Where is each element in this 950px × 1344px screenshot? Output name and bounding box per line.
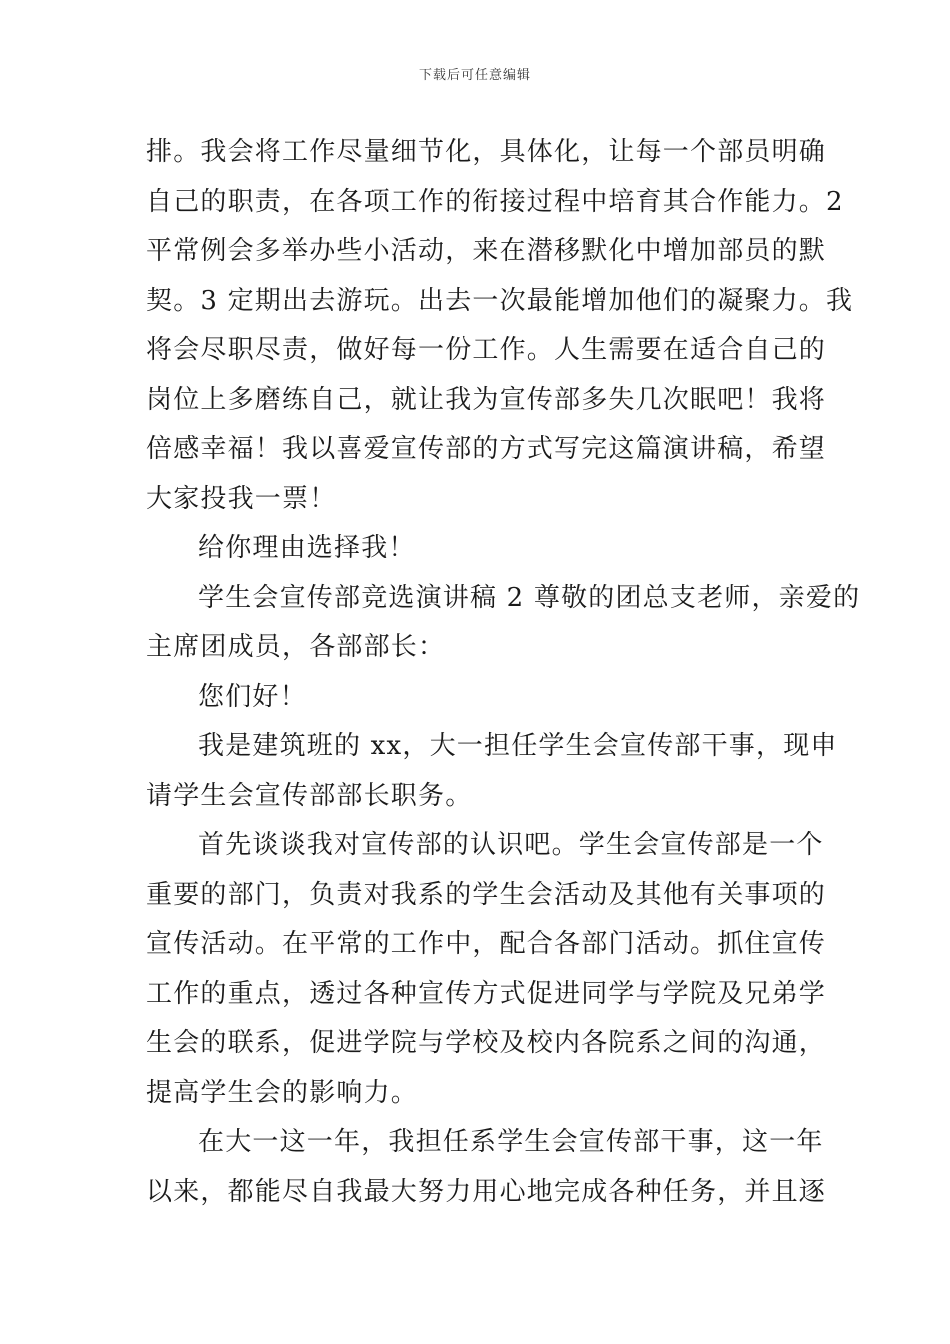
text-line: 将会尽职尽责，做好每一份工作。人生需要在适合自己的	[146, 335, 827, 365]
text-line: 我是建筑班的 xx，大一担任学生会宣传部干事，现申	[198, 731, 838, 761]
text-line: 排。我会将工作尽量细节化，具体化，让每一个部员明确	[146, 137, 827, 167]
text-line: 在大一这一年，我担任系学生会宣传部干事，这一年	[198, 1127, 824, 1157]
text-line: 工作的重点，透过各种宣传方式促进同学与学院及兄弟学	[146, 978, 827, 1009]
text-line: 重要的部门，负责对我系的学生会活动及其他有关事项的	[146, 879, 827, 910]
text-line: 给你理由选择我！	[198, 533, 416, 563]
page-header: 下载后可任意编辑	[418, 68, 531, 83]
text-line: 提高学生会的影响力。	[146, 1077, 419, 1108]
text-line: 倍感幸福！我以喜爱宣传部的方式写完这篇演讲稿，希望	[146, 434, 827, 464]
text-line: 岗位上多磨练自己，就让我为宣传部多失几次眠吧！我将	[146, 384, 827, 415]
text-line: 学生会宣传部竞选演讲稿 2 尊敬的团总支老师，亲爱的	[198, 582, 861, 613]
text-line: 宣传活动。在平常的工作中，配合各部门活动。抓住宣传	[146, 929, 827, 959]
text-line: 主席团成员，各部部长：	[146, 632, 446, 662]
text-line: 生会的联系，促进学院与学校及校内各院系之间的沟通，	[146, 1028, 827, 1058]
text-line: 首先谈谈我对宣传部的认识吧。学生会宣传部是一个	[198, 830, 824, 860]
document-body	[146, 128, 861, 1217]
text-line: 大家投我一票！	[146, 483, 337, 514]
text-line: 您们好！	[198, 681, 307, 712]
text-line: 自己的职责，在各项工作的衔接过程中培育其合作能力。2	[146, 186, 844, 217]
text-line: 以来，都能尽自我最大努力用心地完成各种任务，并且逐	[146, 1176, 827, 1207]
text-line: 契。3 定期出去游玩。出去一次最能增加他们的凝聚力。我	[146, 285, 854, 316]
text-line: 平常例会多举办些小活动，来在潜移默化中增加部员的默	[146, 236, 827, 266]
text-line: 请学生会宣传部部长职务。	[146, 780, 473, 811]
